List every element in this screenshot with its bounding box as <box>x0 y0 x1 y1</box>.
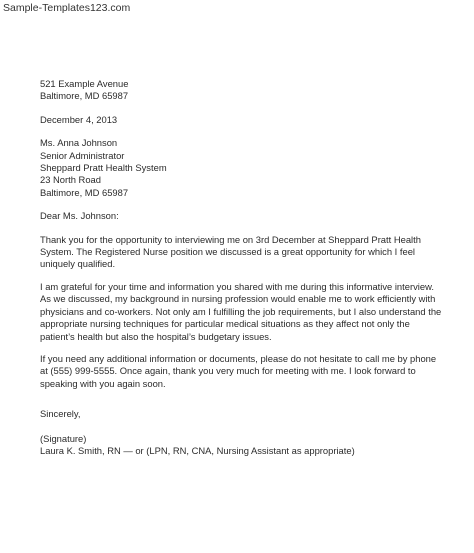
paragraph-line: patient’s health but also the hospital’s budgetary issues. <box>40 330 272 342</box>
salutation <box>40 210 450 222</box>
paragraph-line: physicians and co-workers. Not only am I fulfilling the job requirements, but I also understand the <box>40 305 442 317</box>
signature-block <box>40 433 450 458</box>
sender-city-state-zip: Baltimore, MD 65987 <box>40 90 129 102</box>
recipient-address <box>40 137 450 199</box>
sender-street: 521 Example Avenue <box>40 78 129 89</box>
paragraph-line: speaking with you again soon. <box>40 377 166 389</box>
paragraph-line: As we discussed, my background in nursing profession would enable me to work efficiently with <box>40 293 436 305</box>
sender-address <box>40 78 450 103</box>
recipient-organization: Sheppard Pratt Health System <box>40 162 167 174</box>
paragraph-line: uniquely qualified. <box>40 258 116 270</box>
paragraph-line: If you need any additional information or documents, please do not hesitate to call me by phone <box>40 352 437 364</box>
salutation-text: Dear Ms. Johnson: <box>40 210 119 222</box>
paragraph-line: appropriate nursing techniques for particular medical situations as they affect not only the <box>40 318 410 330</box>
closing-text: Sincerely, <box>40 408 81 420</box>
recipient-name: Ms. Anna Johnson <box>40 137 118 149</box>
recipient-title: Senior Administrator <box>40 149 125 161</box>
recipient-street: 23 North Road <box>40 174 101 186</box>
paragraph-line: Thank you for the opportunity to interviewing me on 3rd December at Sheppard Pratt Health <box>40 233 421 245</box>
paragraph-line: I am grateful for your time and information you shared with me during this informative interview. <box>40 280 434 292</box>
letter-date <box>40 114 450 126</box>
paragraph-3 <box>40 353 450 390</box>
paragraph-line: System. The Registered Nurse position we discussed is a great opportunity for which I feel <box>40 246 416 258</box>
date-text: December 4, 2013 <box>40 113 118 125</box>
signature-name-line: Laura K. Smith, RN — or (LPN, RN, CNA, Nursing Assistant as appropriate) <box>40 444 355 456</box>
paragraph-2 <box>40 281 450 343</box>
recipient-city-state-zip: Baltimore, MD 65987 <box>40 186 129 198</box>
letter-body <box>40 78 450 457</box>
paragraph-line: at (555) 999-5555. Once again, thank you very much for meeting with me. I look forward to <box>40 365 416 377</box>
closing <box>40 408 450 420</box>
paragraph-1 <box>40 234 450 271</box>
site-watermark: Sample-Templates123.com <box>3 2 131 14</box>
signature-placeholder: (Signature) <box>40 432 87 444</box>
